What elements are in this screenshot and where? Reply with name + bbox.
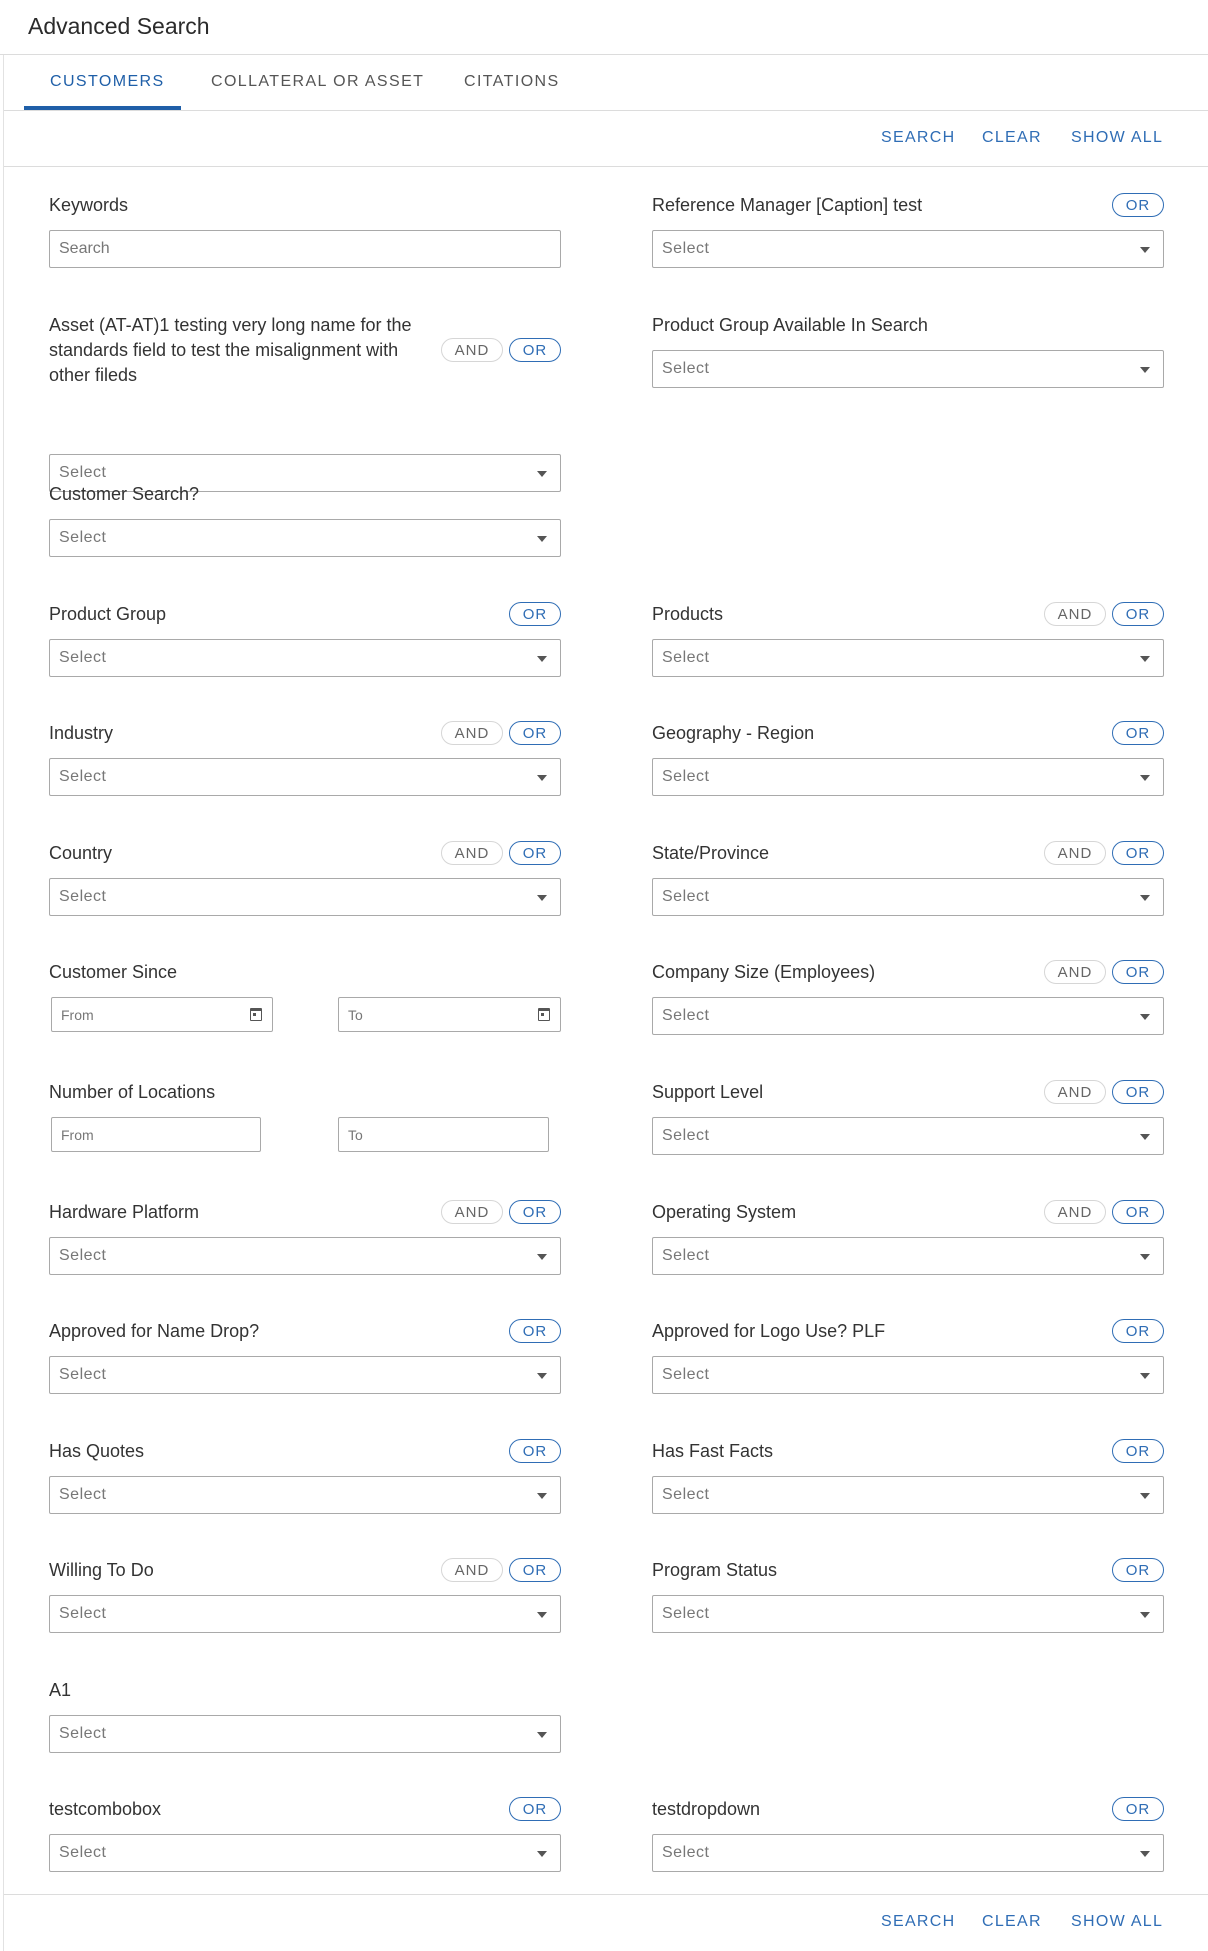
field-number-of-locations: [49, 1080, 561, 1143]
select-placeholder: Select: [59, 1605, 107, 1622]
select-placeholder: Select: [59, 1725, 107, 1742]
caret-down-icon: [1140, 775, 1150, 781]
title-bar: [0, 0, 1208, 55]
industry-label: Industry: [49, 723, 114, 743]
a1-label: A1: [49, 1680, 72, 1700]
program-status-select[interactable]: [652, 1595, 1164, 1633]
or-toggle[interactable]: OR: [1112, 193, 1164, 217]
or-toggle[interactable]: OR: [1112, 721, 1164, 745]
or-toggle[interactable]: OR: [509, 1200, 561, 1224]
select-placeholder: Select: [662, 1366, 710, 1383]
customer-search-label: Customer Search?: [49, 484, 200, 504]
operator-group: [1112, 1319, 1164, 1343]
operator-group: [1112, 1558, 1164, 1582]
product-group-available-select[interactable]: [652, 350, 1164, 388]
approved-name-drop-select[interactable]: [49, 1356, 561, 1394]
field-geography-region: [652, 721, 1164, 785]
testdropdown-select[interactable]: [652, 1834, 1164, 1872]
caret-down-icon: [537, 895, 547, 901]
industry-select[interactable]: [49, 758, 561, 796]
operator-group: [1112, 721, 1164, 745]
and-toggle[interactable]: AND: [441, 721, 503, 745]
operator-group: [509, 1319, 561, 1343]
caret-down-icon: [1140, 1373, 1150, 1379]
customer-since-from-input[interactable]: [51, 997, 273, 1032]
field-a1: [49, 1678, 561, 1742]
caret-down-icon: [537, 656, 547, 662]
operator-group: [1044, 960, 1164, 984]
willing-to-do-label: Willing To Do: [49, 1560, 154, 1580]
advanced-search-panel: [3, 55, 1208, 1951]
field-hardware-platform: [49, 1200, 561, 1264]
or-toggle[interactable]: OR: [509, 338, 561, 362]
field-product-group-available: [652, 313, 1164, 377]
tab-collateral-or-asset[interactable]: COLLATERAL OR ASSET: [211, 73, 425, 90]
company-size-select[interactable]: [652, 997, 1164, 1035]
caret-down-icon: [537, 1851, 547, 1857]
testcombobox-select[interactable]: [49, 1834, 561, 1872]
field-has-quotes: [49, 1439, 561, 1503]
or-toggle[interactable]: OR: [1112, 1439, 1164, 1463]
tab-citations[interactable]: CITATIONS: [464, 73, 560, 90]
select-placeholder: Select: [662, 1127, 710, 1144]
field-industry: [49, 721, 561, 785]
select-placeholder: Select: [59, 529, 107, 546]
or-toggle[interactable]: OR: [509, 1797, 561, 1821]
caret-down-icon: [537, 775, 547, 781]
or-toggle[interactable]: OR: [509, 841, 561, 865]
select-placeholder: Select: [662, 1605, 710, 1622]
operator-group: [1044, 841, 1164, 865]
field-asset: [49, 313, 561, 481]
approved-name-drop-label: Approved for Name Drop?: [49, 1321, 260, 1341]
field-testdropdown: [652, 1797, 1164, 1861]
caret-down-icon: [1140, 1014, 1150, 1020]
caret-down-icon: [1140, 895, 1150, 901]
customer-since-to-input[interactable]: [338, 997, 561, 1032]
select-placeholder: Select: [662, 649, 710, 666]
operator-group: [1112, 1439, 1164, 1463]
has-fast-facts-label: Has Fast Facts: [652, 1441, 774, 1461]
field-willing-to-do: [49, 1558, 561, 1622]
or-toggle[interactable]: OR: [509, 602, 561, 626]
product-group-available-label: Product Group Available In Search: [652, 315, 928, 335]
select-placeholder: Select: [662, 240, 710, 257]
search-button-bottom[interactable]: SEARCH: [881, 1913, 956, 1930]
top-action-bar: [4, 111, 1208, 167]
tab-bar: [4, 55, 1208, 111]
from-placeholder: From: [61, 1127, 94, 1143]
locations-to-input[interactable]: [338, 1117, 549, 1152]
hardware-platform-label: Hardware Platform: [49, 1202, 200, 1222]
or-toggle[interactable]: OR: [509, 1439, 561, 1463]
operator-group: [1044, 1200, 1164, 1224]
caret-down-icon: [1140, 1254, 1150, 1260]
or-toggle[interactable]: OR: [1112, 1558, 1164, 1582]
show-all-button-bottom[interactable]: SHOW ALL: [1071, 1913, 1164, 1930]
field-operating-system: [652, 1200, 1164, 1264]
select-placeholder: Select: [662, 1247, 710, 1264]
page-title: Advanced Search: [28, 13, 210, 39]
locations-from-input[interactable]: [51, 1117, 261, 1152]
field-customer-search: [49, 482, 561, 546]
product-group-select[interactable]: [49, 639, 561, 677]
approved-logo-use-select[interactable]: [652, 1356, 1164, 1394]
caret-down-icon: [537, 471, 547, 477]
field-approved-logo-use: [652, 1319, 1164, 1383]
and-toggle[interactable]: AND: [1044, 1080, 1106, 1104]
operator-group: [441, 1200, 561, 1224]
program-status-label: Program Status: [652, 1560, 778, 1580]
or-toggle[interactable]: OR: [1112, 1797, 1164, 1821]
caret-down-icon: [1140, 367, 1150, 373]
select-placeholder: Select: [662, 888, 710, 905]
operator-group: [509, 1797, 561, 1821]
operator-group: [441, 721, 561, 745]
has-quotes-label: Has Quotes: [49, 1441, 145, 1461]
select-placeholder: Select: [662, 1007, 710, 1024]
caret-down-icon: [537, 1493, 547, 1499]
field-product-group: [49, 602, 561, 666]
customer-search-select[interactable]: [49, 519, 561, 557]
number-of-locations-label: Number of Locations: [49, 1082, 216, 1102]
field-customer-since: [49, 960, 561, 1023]
testcombobox-label: testcombobox: [49, 1799, 162, 1819]
select-placeholder: Select: [662, 1844, 710, 1861]
active-tab-indicator: [24, 106, 181, 110]
select-placeholder: Select: [59, 1366, 107, 1383]
bottom-action-bar: [4, 1894, 1208, 1950]
operator-group: [1112, 193, 1164, 217]
show-all-button-top[interactable]: SHOW ALL: [1071, 129, 1164, 146]
and-toggle[interactable]: AND: [1044, 841, 1106, 865]
from-placeholder: From: [61, 1007, 94, 1023]
field-support-level: [652, 1080, 1164, 1144]
geography-region-select[interactable]: [652, 758, 1164, 796]
field-country: [49, 841, 561, 905]
operator-group: [509, 602, 561, 626]
asset-label: Asset (AT-AT)1 testing very long name for the standards field to test the misalignment with other fileds: [49, 315, 412, 385]
keywords-label: Keywords: [49, 195, 129, 215]
select-placeholder: Select: [662, 1486, 710, 1503]
customer-since-label: Customer Since: [49, 962, 178, 982]
and-toggle[interactable]: AND: [441, 841, 503, 865]
caret-down-icon: [537, 1612, 547, 1618]
to-placeholder: To: [348, 1127, 363, 1143]
testdropdown-label: testdropdown: [652, 1799, 761, 1819]
operating-system-label: Operating System: [652, 1202, 797, 1222]
tab-customers[interactable]: CUSTOMERS: [50, 73, 165, 90]
caret-down-icon: [1140, 1851, 1150, 1857]
clear-button-bottom[interactable]: CLEAR: [982, 1913, 1042, 1930]
select-placeholder: Select: [59, 464, 107, 481]
select-placeholder: Select: [662, 768, 710, 785]
state-province-select[interactable]: [652, 878, 1164, 916]
field-company-size: [652, 960, 1164, 1024]
field-state-province: [652, 841, 1164, 905]
reference-manager-select[interactable]: [652, 230, 1164, 268]
field-keywords: [49, 193, 561, 218]
search-button-top[interactable]: SEARCH: [881, 129, 956, 146]
and-toggle[interactable]: AND: [1044, 960, 1106, 984]
operator-group: [441, 841, 561, 865]
or-toggle[interactable]: OR: [509, 1319, 561, 1343]
field-has-fast-facts: [652, 1439, 1164, 1503]
or-toggle[interactable]: OR: [1112, 1200, 1164, 1224]
select-placeholder: Select: [59, 1247, 107, 1264]
a1-select[interactable]: [49, 1715, 561, 1753]
approved-logo-use-label: Approved for Logo Use? PLF: [652, 1321, 886, 1341]
and-toggle[interactable]: AND: [1044, 602, 1106, 626]
company-size-label: Company Size (Employees): [652, 962, 876, 982]
caret-down-icon: [1140, 1493, 1150, 1499]
operator-group: [1112, 1797, 1164, 1821]
caret-down-icon: [537, 1254, 547, 1260]
select-placeholder: Select: [59, 768, 107, 785]
and-toggle[interactable]: AND: [441, 1558, 503, 1582]
caret-down-icon: [537, 1373, 547, 1379]
or-toggle[interactable]: OR: [1112, 960, 1164, 984]
has-fast-facts-select[interactable]: [652, 1476, 1164, 1514]
to-placeholder: To: [348, 1007, 363, 1023]
support-level-select[interactable]: [652, 1117, 1164, 1155]
field-program-status: [652, 1558, 1164, 1622]
caret-down-icon: [1140, 247, 1150, 253]
country-label: Country: [49, 843, 113, 863]
or-toggle[interactable]: OR: [1112, 602, 1164, 626]
select-placeholder: Select: [662, 360, 710, 377]
operator-group: [441, 1558, 561, 1582]
hardware-platform-select[interactable]: [49, 1237, 561, 1275]
field-products: [652, 602, 1164, 666]
calendar-icon[interactable]: [250, 1008, 262, 1021]
calendar-icon[interactable]: [538, 1008, 550, 1021]
select-placeholder: Select: [59, 888, 107, 905]
field-approved-name-drop: [49, 1319, 561, 1383]
and-toggle[interactable]: AND: [1044, 1200, 1106, 1224]
clear-button-top[interactable]: CLEAR: [982, 129, 1042, 146]
product-group-label: Product Group: [49, 604, 167, 624]
products-label: Products: [652, 604, 724, 624]
caret-down-icon: [1140, 656, 1150, 662]
geography-region-label: Geography - Region: [652, 723, 815, 743]
reference-manager-label: Reference Manager [Caption] test: [652, 195, 923, 215]
operating-system-select[interactable]: [652, 1237, 1164, 1275]
keywords-input[interactable]: [49, 230, 561, 268]
field-testcombobox: [49, 1797, 561, 1861]
and-toggle[interactable]: AND: [441, 1200, 503, 1224]
support-level-label: Support Level: [652, 1082, 764, 1102]
caret-down-icon: [1140, 1612, 1150, 1618]
operator-group: [441, 338, 561, 362]
operator-group: [1044, 602, 1164, 626]
select-placeholder: Select: [59, 1486, 107, 1503]
or-toggle[interactable]: OR: [509, 1558, 561, 1582]
or-toggle[interactable]: OR: [1112, 1319, 1164, 1343]
and-toggle[interactable]: AND: [441, 338, 503, 362]
or-toggle[interactable]: OR: [1112, 1080, 1164, 1104]
or-toggle[interactable]: OR: [1112, 841, 1164, 865]
has-quotes-select[interactable]: [49, 1476, 561, 1514]
select-placeholder: Select: [59, 1844, 107, 1861]
caret-down-icon: [537, 536, 547, 542]
caret-down-icon: [1140, 1134, 1150, 1140]
products-select[interactable]: [652, 639, 1164, 677]
caret-down-icon: [537, 1732, 547, 1738]
or-toggle[interactable]: OR: [509, 721, 561, 745]
state-province-label: State/Province: [652, 843, 770, 863]
field-reference-manager: [652, 193, 1164, 257]
select-placeholder: Select: [59, 649, 107, 666]
operator-group: [509, 1439, 561, 1463]
willing-to-do-select[interactable]: [49, 1595, 561, 1633]
operator-group: [1044, 1080, 1164, 1104]
country-select[interactable]: [49, 878, 561, 916]
